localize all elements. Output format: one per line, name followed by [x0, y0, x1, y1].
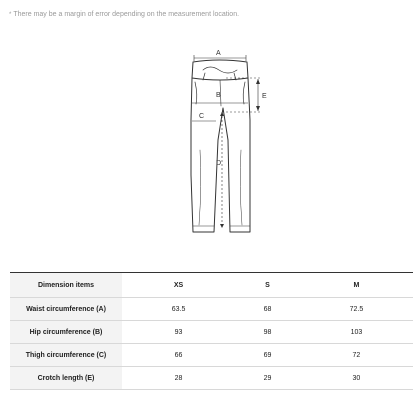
- note-text: There may be a margin of error depending on the measurement location.: [13, 11, 240, 18]
- cell-value: 72.5: [300, 298, 413, 321]
- right-pocket: [243, 82, 245, 104]
- table-header-row: [10, 273, 413, 298]
- label-d: D: [216, 160, 222, 167]
- label-b: B: [216, 92, 221, 99]
- cell-value: 29: [235, 367, 300, 390]
- cell-value: 103: [300, 321, 413, 344]
- row-label: Waist circumference (A): [10, 298, 122, 321]
- cell-value: 69: [235, 344, 300, 367]
- size-table: [10, 272, 413, 390]
- cell-value: 93: [122, 321, 235, 344]
- note-bullet: *: [9, 11, 12, 18]
- table-row: [10, 344, 413, 367]
- table-row: [10, 298, 413, 321]
- left-pocket: [195, 82, 197, 104]
- cell-value: 66: [122, 344, 235, 367]
- table-row: [10, 367, 413, 390]
- cell-value: 28: [122, 367, 235, 390]
- header-xs: XS: [122, 273, 235, 298]
- waistband-outline: [192, 60, 248, 80]
- label-e: E: [262, 93, 267, 100]
- row-label: Hip circumference (B): [10, 321, 122, 344]
- drawstring: [203, 67, 237, 73]
- label-a: A: [216, 50, 221, 57]
- cell-value: 98: [235, 321, 300, 344]
- cell-value: 72: [300, 344, 413, 367]
- header-m: M: [300, 273, 413, 298]
- row-label: Crotch length (E): [10, 367, 122, 390]
- table-row: [10, 321, 413, 344]
- cell-value: 63.5: [122, 298, 235, 321]
- header-dimension: Dimension items: [10, 273, 122, 298]
- label-c: C: [199, 113, 205, 120]
- cell-value: 68: [235, 298, 300, 321]
- header-s: S: [235, 273, 300, 298]
- cell-value: 30: [300, 367, 413, 390]
- row-label: Thigh circumference (C): [10, 344, 122, 367]
